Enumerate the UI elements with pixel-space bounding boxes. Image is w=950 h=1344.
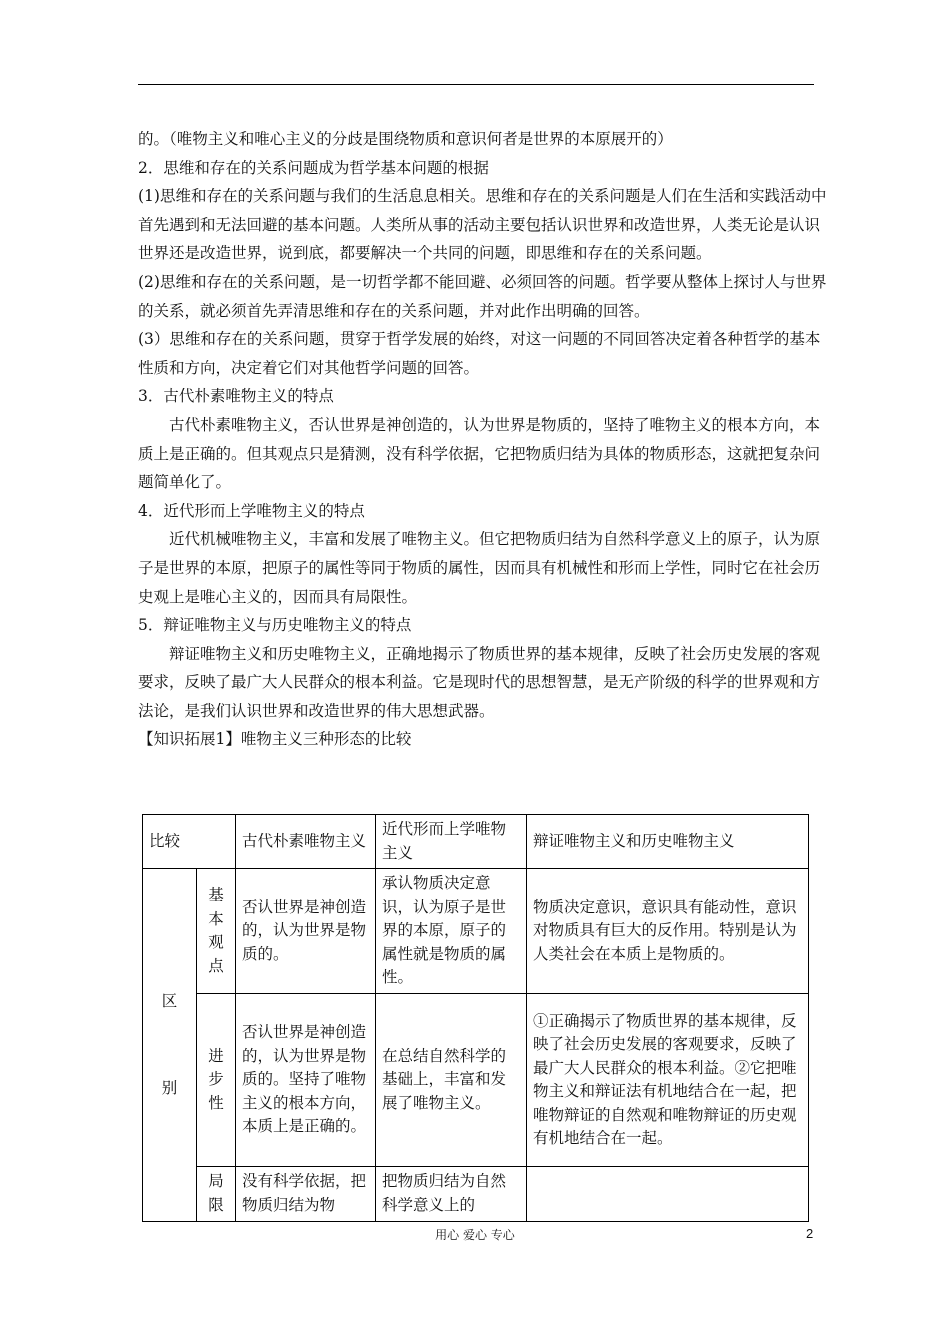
table-header-row <box>143 815 809 869</box>
paragraph: 古代朴素唯物主义，否认世界是神创造的，认为世界是物质的，坚持了唯物主义的根本方向，本质上是正确的。但其观点只是猜测，没有科学依据，它把物质归结为具体的物质形态，这就把复杂问题简单化了。 <box>138 415 821 492</box>
row-label: 基 本 观 点 <box>197 869 236 994</box>
table-cell: 在总结自然科学的基础上，丰富和发展了唯物主义。 <box>376 994 527 1167</box>
table-row <box>143 869 809 994</box>
table-cell: ①正确揭示了物质世界的基本规律，反映了社会历史发展的客观要求，反映了最广大人民群众的根本利益。②它把唯物主义和辩证法有机地结合在一起，把唯物辩证的自然观和唯物辩证的历史观有机地结合在一起。 <box>527 994 809 1167</box>
heading-4: 4．近代形而上学唯物主义的特点 <box>138 501 365 520</box>
paragraph: (2)思维和存在的关系问题，是一切哲学都不能回避、必须回答的问题。哲学要从整体上探讨人与世界的关系，就必须首先弄清思维和存在的关系问题，并对此作出明确的回答。 <box>138 272 827 320</box>
row-label: 局 限 <box>197 1167 236 1222</box>
body-text <box>138 125 828 754</box>
table-cell: 没有科学依据，把物质归结为物 <box>236 1167 376 1222</box>
heading-3: 3．古代朴素唯物主义的特点 <box>138 387 334 406</box>
heading-5: 5．辩证唯物主义与历史唯物主义的特点 <box>138 616 412 635</box>
table-caption: 【知识拓展1】唯物主义三种形态的比较 <box>138 730 412 749</box>
table-corner: 比较 <box>143 815 236 869</box>
table-cell: 承认物质决定意识，认为原子是世界的本原，原子的属性就是物质的属性。 <box>376 869 527 994</box>
paragraph: 辩证唯物主义和历史唯物主义，正确地揭示了物质世界的基本规律，反映了社会历史发展的客观要求，反映了最广大人民群众的根本利益。它是现时代的思想智慧，是无产阶级的科学的世界观和方法论，是我们认识世界和改造世界的伟大思想武器。 <box>138 644 821 720</box>
footer-text: 用心 爱心 专心 <box>435 1228 515 1242</box>
table-cell: 否认世界是神创造的，认为世界是物质的。坚持了唯物主义的根本方向，本质上是正确的。 <box>236 994 376 1167</box>
table-cell: 把物质归结为自然科学意义上的 <box>376 1167 527 1222</box>
paragraph: (3）思维和存在的关系问题，贯穿于哲学发展的始终，对这一问题的不同回答决定着各种哲学的基本性质和方向，决定着它们对其他哲学问题的回答。 <box>138 330 821 377</box>
group-label-char: 区 <box>161 992 178 1010</box>
page-number: 2 <box>806 1226 814 1241</box>
paragraph: 近代机械唯物主义，丰富和发展了唯物主义。但它把物质归结为自然科学意义上的原子，认为原子是世界的本原，把原子的属性等同于物质的属性，因而具有机械性和形而上学性，同时它在社会历史观上是唯心主义的，因而具有局限性。 <box>138 530 821 606</box>
table-cell: 物质决定意识，意识具有能动性，意识对物质具有巨大的反作用。特别是认为人类社会在本质上是物质的。 <box>527 869 809 994</box>
row-label: 进 步 性 <box>197 994 236 1167</box>
heading-2: 2．思维和存在的关系问题成为哲学基本问题的根据 <box>138 158 489 177</box>
group-label-cell <box>143 869 197 1222</box>
table-row <box>143 994 809 1167</box>
table-header: 古代朴素唯物主义 <box>236 815 376 869</box>
paragraph-continuation: 的。（唯物主义和唯心主义的分歧是围绕物质和意识何者是世界的本原展开的） <box>138 130 673 148</box>
table-row <box>143 1167 809 1222</box>
table-header: 辩证唯物主义和历史唯物主义 <box>527 815 809 869</box>
header-rule <box>138 84 814 85</box>
table-cell <box>527 1167 809 1222</box>
table-header: 近代形而上学唯物主义 <box>376 815 527 869</box>
table-cell: 否认世界是神创造的，认为世界是物质的。 <box>236 869 376 994</box>
paragraph: (1)思维和存在的关系问题与我们的生活息息相关。思维和存在的关系问题是人们在生活和实践活动中首先遇到和无法回避的基本问题。人类所从事的活动主要包括认识世界和改造世界，人类无论是认识世界还是改造世界，说到底，都要解决一个共同的问题，即思维和存在的关系问题。 <box>138 187 827 263</box>
comparison-table <box>142 814 809 1222</box>
group-label-char: 别 <box>161 1078 178 1097</box>
